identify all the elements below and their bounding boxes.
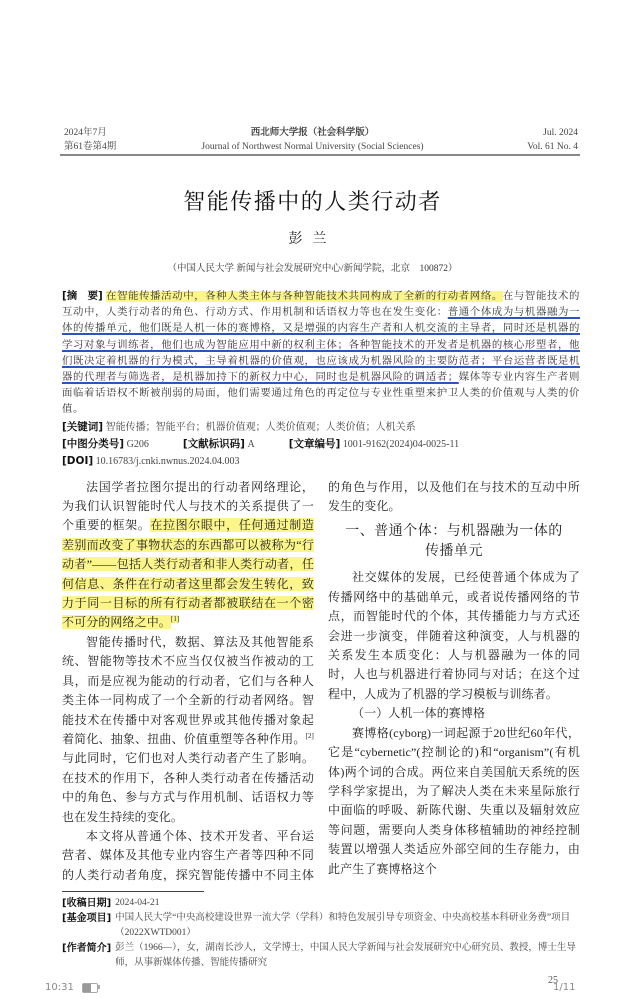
- journal-name-en: Journal of Northwest Normal University (Social Sciences): [201, 142, 424, 152]
- footnote-fund: [62, 911, 580, 941]
- page-indicator[interactable]: 1/11: [553, 982, 576, 993]
- abstract-text: 媒体等专业内容生产者则面临着话语权不断被削弱的局面，他们需要通过角色的再定位与专业性重塑来护卫人类的价值观与人类的价值。: [62, 372, 580, 416]
- doc-code-label: [文献标识码]: [182, 437, 245, 450]
- paragraph-text: 智能传播时代，数据、算法及其他智能系统、智能物等技术不应当仅仅被当作被动的工具，而是应视为能动的行动者，它们与各种人类主体一同构成了一个全新的行动者网络。智能技术在传播中对客观世界或其他传播对象起着简化、抽象、扭曲、价值重塑等各种作用。: [62, 634, 314, 746]
- highlighted-text[interactable]: 在拉图尔眼中，任何通过制造差别而改变了事物状态的东西都可以被称为“行动者”——包括人类行动者和非人类行动者，任何信息、条件在行动者这里都会发生转化，致力于同一目标的所有行动者都被联结在一个密不可分的网络之中。: [62, 518, 314, 630]
- abstract-text: 在与智能技术的互动中，人类行动者的角色、行动方式、作用机制和话语权力等也在发生变化：: [62, 291, 581, 319]
- article-author: 彭兰: [288, 232, 337, 247]
- footnote-label: [基金项目]: [62, 913, 112, 925]
- section-heading-line: 传播单元: [425, 544, 483, 560]
- keywords-value: 智能传播；智能平台；机器价值观；人类价值观；人类价值；人机关系: [105, 421, 416, 433]
- page-content: [62, 288, 580, 986]
- journal-header: [150, 126, 475, 154]
- paragraph: [62, 633, 314, 827]
- citation-ref[interactable]: [2]: [305, 731, 314, 740]
- paragraph-text: 与此同时，它们也对人类行动者产生了影响。在技术的作用下，各种人类行动者在传播活动中的角色、参与方式与作用机制、话语权力等也在发生持续的变化。: [62, 751, 314, 824]
- paragraph-text: 法国学者拉图尔提出的行动者网络理论，为我们认识智能时代人与技术的关系提供了一个重要的框架。: [62, 479, 314, 533]
- battery-icon: [82, 983, 98, 993]
- abstract-highlighted-text[interactable]: 在智能传播活动中，各种人类主体与各种智能技术共同构成了全新的行动者网络。: [106, 291, 503, 302]
- header-right: [527, 126, 578, 154]
- status-time: 10:31: [45, 982, 74, 993]
- header-left: [64, 126, 116, 154]
- doi-label: [DOI]: [62, 454, 94, 467]
- paragraph: 本文将从普通个体、技术开发者、平台运营者、媒体及其他专业内容生产者等四种不同的人类行动者角度，探究智能传播中不同主体的角色与作用，以及他们在与技术的互动中所发生的变化。: [62, 479, 580, 882]
- issue-date-cn: 2024年7月: [64, 128, 107, 138]
- keywords: [62, 419, 580, 436]
- footnote-label: [作者简介]: [62, 943, 112, 955]
- footnote-divider: [62, 891, 204, 892]
- page-number: 25: [548, 975, 558, 987]
- author-affiliation: （中国人民大学 新闻与社会发展研究中心/新闻学院，北京 100872）: [167, 264, 458, 274]
- section-heading-line: 一、普通个体：与机器融为一体的: [345, 524, 563, 540]
- footnote-text: 2024-04-21: [115, 898, 160, 909]
- issue-volume-en: Vol. 61 No. 4: [527, 142, 578, 152]
- battery-level: [83, 984, 91, 992]
- battery-tip: [98, 985, 100, 989]
- article-no-label: [文章编号]: [288, 437, 341, 450]
- doi: [62, 453, 580, 470]
- paragraph: [62, 478, 314, 633]
- citation-ref[interactable]: [1]: [170, 615, 180, 624]
- abstract-label: [摘 要]: [62, 290, 103, 302]
- footnote-text: 中国人民大学“中央高校建设世界一流大学（学科）和特色发展引导专项资金、中央高校基本科研业务费”项目（2022XWTD001）: [115, 913, 571, 939]
- classification-row: [62, 436, 580, 453]
- body-columns: [62, 478, 580, 886]
- issue-date-en: Jul. 2024: [543, 128, 578, 138]
- footnote-bio: [62, 941, 580, 971]
- header-divider: [60, 154, 580, 156]
- article-no-value: 1001-9162(2024)04-0025-11: [342, 438, 460, 450]
- footnote-received: [62, 896, 580, 911]
- footnotes: [62, 896, 580, 971]
- clc-label: [中图分类号]: [62, 437, 125, 450]
- abstract-underlined-text[interactable]: 普通个体成为与机器融为一体的传播单元，他们既是人机一体的赛博格，又是增强的内容生产者和人机交流的主导者，同时还是机器的学习对象与训练者，他们也成为智能应用中新的权利主体；各种智能技术的开发者是机器的核心形塑者，他们既决定着机器的行为模式，主导着机器的价值观，也应该成为机器风险的主要防范者；平台运营者既是机器的代理者与筛选者，是机器加持下的新权力中心，同时也是机器风险的调适者；: [62, 307, 580, 384]
- journal-name-cn: 西北师大学报（社会科学版）: [250, 127, 375, 138]
- article-title: 智能传播中的人类行动者: [183, 190, 442, 215]
- issue-volume-cn: 第61卷第4期: [64, 142, 117, 152]
- doi-value: 10.16783/j.cnki.nwnus.2024.04.003: [95, 455, 240, 467]
- doc-code-value: A: [247, 438, 255, 450]
- keywords-label: [关键词]: [62, 420, 104, 433]
- abstract: [62, 288, 580, 419]
- subsection-heading: （一）人机一体的赛博格: [352, 706, 486, 721]
- clc-value: G206: [126, 438, 149, 450]
- footnote-text: 彭兰（1966—），女，湖南长沙人，文学博士，中国人民大学新闻与社会发展研究中心研究员、教授，博士生导师，从事新媒体传播、智能传播研究: [115, 943, 576, 969]
- footnote-label: [收稿日期]: [62, 898, 112, 910]
- paragraph: 赛博格(cyborg)一词起源于20世纪60年代，它是“cybernetic”(控制论的)和“organism”(有机体)两个词的合成。两位来自美国航天系统的医学科学家提出，为了解决人类在未来星际旅行中面临的呼吸、新陈代谢、失重以及辐射效应等问题，需要向人类身体移植辅助的神经控制装置以增强人类适应外部空间的生存能力，由此产生了赛博格这个: [328, 725, 580, 876]
- section-heading: [328, 522, 580, 562]
- paragraph: 社交媒体的发展，已经使普通个体成为了传播网络中的基础单元，或者说传播网络的节点，而智能时代的个体，其传播能力与方式还会进一步演变，伴随着这种演变，人与机器的关系发生本质变化：人与机器融为一体的同时，人也与机器进行着协同与对话；在这个过程中，人成为了机器的学习模板与训练者。: [328, 570, 580, 701]
